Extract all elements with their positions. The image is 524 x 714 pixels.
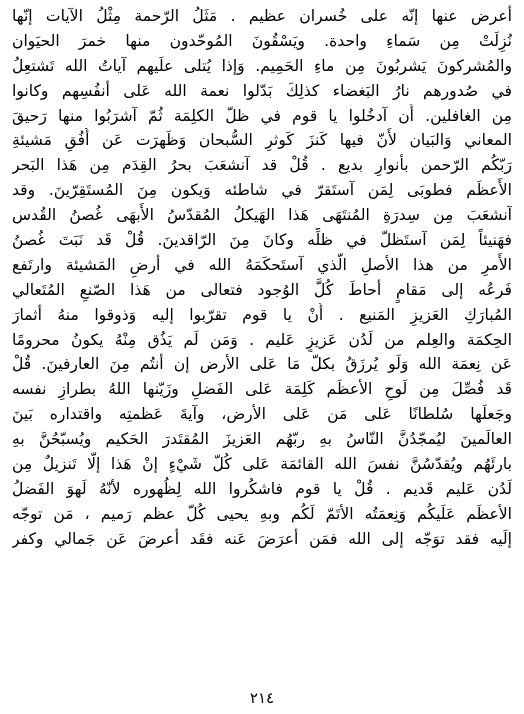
- text-line-2: نُزِلَتْ مِن سَماءِ واحدة. ويَسْقُونَ المُوحّدون منها خمرَ الحيَوان: [12, 31, 512, 50]
- text-line-13: المُبارَكِ العَزيزِ المَنيع . أَنْ يا قوم تقرّبوا إليه وَذوقوا منهُ أثمارَ: [12, 305, 512, 324]
- page-number: ٢١٤: [249, 689, 275, 707]
- text-line-10: فهَنيئاً لِمَن آستَظلّ في ظلِّه وكانَ مِنَ الرّاقدينَ. قُلْ قَد نَبَتَ غُصنُ: [12, 231, 512, 250]
- text-line-18: العالَمينَ ليُمجّدُنَّ النّاسُ بهِ ربّهُم العَزيزَ المُقتَدرَ الحَكيم ويُسبّحُنَّ بهِ: [12, 430, 512, 449]
- text-line-19: بارئَهُم ويُقدّسُنَّ نفسَ الله القائمَة عَلى كُلّ شَيْءٍ إنْ هَذا إلّا تَنزيلٌ مِن: [12, 455, 512, 474]
- text-line-1: أعرض عنها إنّه على خُسران عظيم . مَثَلُ الرّحمة مِثْلُ الآيات إنّها: [12, 7, 512, 25]
- text-line-14: الحِكمَة والعِلم من لَدُن عَزيزٍ عَليم . وَمَن لَم يَذُق مِنْهُ يكونُ محرومًا: [12, 330, 512, 349]
- text-line-16: قَد فُصِّلَ مِن لَوحِ الأعظَم كَلِمَة عَلى الفَضلِ وزَيّنها اللهُ بطرازِ نفسه: [12, 380, 512, 399]
- arabic-text-block: [12, 4, 512, 552]
- text-line-17: وجَعلَها سُلطانًا عَلى مَن عَلى الأرض، وآيةَ عَظمتِه واقتداره بَينَ: [12, 405, 512, 424]
- text-line-15: عَن نِعمَة الله وَلَو يُرزَقُ بكلّ مَا عَلى الأرض إن أنتُم مِنَ العارفينَ. قُلْ: [12, 355, 512, 374]
- text-line-3: والمُشركونَ يَشربُونَ مِن ماءِ الحَمِيم. وَإذا يُتلى علَيهم آياتُ الله تَشتعِلُ: [12, 56, 512, 75]
- text-line-7: رَبّكُم الرّحمن بأنوارِ بديع . قُلْ قد آنشعَبَ بحرُ القِدَم مِن هَذا البَحر: [12, 156, 512, 175]
- text-line-5: مِن الغافلين. أَن آدخُلوا يا قوم في ظلّ الكلِمَة ثُمّ آشرَبُوا منها رَحيقَ: [12, 106, 512, 125]
- text-line-21: الأعظَم عَلَيكُم وَنِعمَتُه الأتَمّ لَكُم وبهِ يحيى كُلّ عظم رَميم ، مَن توجّه: [12, 504, 512, 523]
- text-line-9: آنشعَبَ مِن سِدرَةِ المُنتَهَى هَذا الهَيكلُ المُقدّسُ الأَبهَى غُصنُ القُدس: [12, 206, 512, 225]
- text-line-11: الأَمرِ من هذا الأصلِ الّذي آستَحكَمَهُ الله في أرضِ المَشيئة وارتَفع: [12, 255, 512, 274]
- text-line-12: فَرعُه إلى مَقامٍ أحاطَ كُلَّ الوُجود فتعالى من هَذا الصّنعِ المُتَعالي: [12, 280, 512, 299]
- text-line-4: في صُدورهم نارُ البَغضاء كذلِكَ بَدّلوا نعمة الله عَلى أنفُسِهم وكانوا: [12, 81, 512, 100]
- text-line-6: المعاني وَالبَيان لأَنّ فيها كَنزَ كَوثرِ السُّبحان وَظَهرَت عَن أُفُقِ مَشيئةِ: [12, 131, 512, 150]
- text-line-8: الأَعظَم فطوبَى لِمَن آستَقرّ في شاطئه وَيكون مِنَ المُستَقِرّينَ. وقد: [12, 181, 512, 200]
- text-line-22: إلَيه فقد توَجّه إلى الله فمَن أعرَضَ عَنه فقَد أعرضَ عَن جَمالي وكفر: [12, 529, 512, 548]
- text-line-20: لَدُن عَليم قَديم . قُلْ يا قوم فاشكُروا الله لِظُهوره لأنّهُ لَهوَ الفَضلُ: [12, 479, 512, 498]
